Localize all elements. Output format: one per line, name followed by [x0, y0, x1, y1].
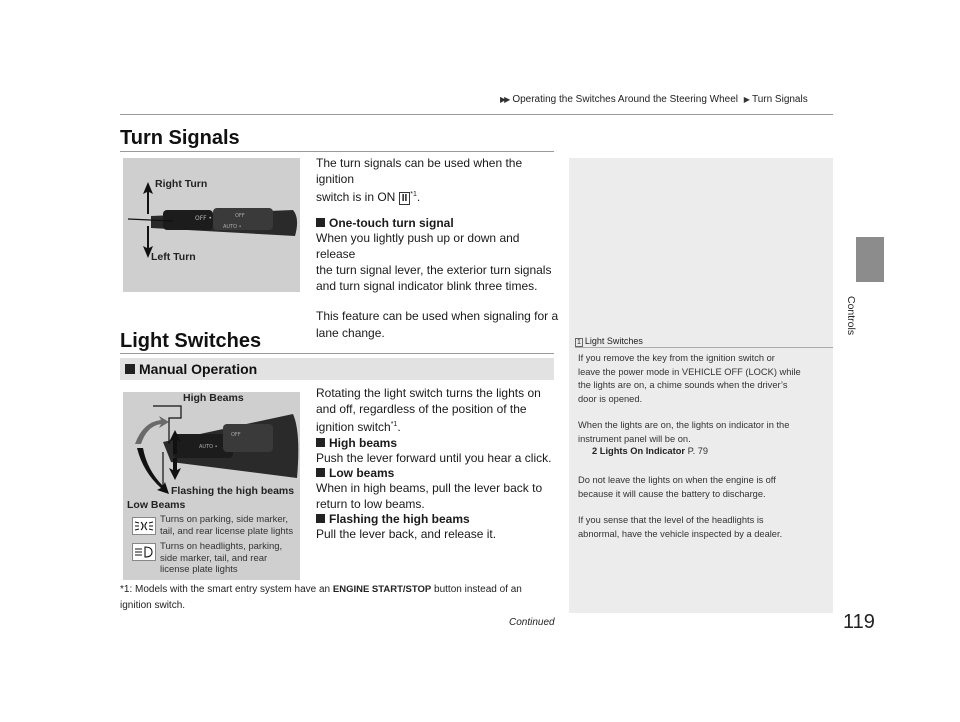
subhead-high-beams: High beams [316, 436, 561, 450]
paragraph: The turn signals can be used when the ignition [316, 156, 523, 187]
arrow-icon: ▶ [743, 95, 748, 104]
turn-signal-illustration [123, 158, 300, 292]
paragraph-line: ignition switch$^{*1}$. [316, 420, 401, 435]
paragraph-line: Rotating the light switch turns the lights on [316, 386, 541, 400]
bullet-square-icon [316, 218, 325, 227]
paragraph-line: return to low beams. [316, 497, 425, 512]
legend-parking-lights: Turns on parking, side marker, tail, and rear license plate lights [160, 514, 294, 537]
notes-paragraph: If you sense that the level of the headlights is abnormal, have the vehicle inspected by a dealer. [578, 515, 783, 539]
section-divider [120, 151, 554, 152]
paragraph-line: When you lightly push up or down and release [316, 230, 520, 261]
parking-lights-icon [132, 517, 156, 535]
notes-paragraph: If you remove the key from the ignition switch or leave the power mode in VEHICLE OFF (LOCK) while the lights are on, a chime sounds when the driver’s door is opened. [578, 353, 801, 404]
svg-text:AUTO •: AUTO • [223, 224, 242, 230]
bullet-square-icon [125, 364, 135, 374]
svg-text:AUTO •: AUTO • [199, 444, 218, 450]
turn-signals-body [316, 155, 561, 341]
notes-paragraph: When the lights are on, the lights on indicator in the instrument panel will be on. [578, 420, 790, 444]
chapter-tab [856, 237, 884, 282]
svg-text:OFF: OFF [231, 432, 241, 438]
footnote: *1: Models with the smart entry system have an ENGINE START/STOP button instead of an ignition switch. [120, 584, 522, 611]
section-title-light-switches: Light Switches [120, 330, 262, 352]
breadcrumb [500, 94, 808, 105]
bullet-square-icon [316, 438, 325, 447]
paragraph-line: lane change. [316, 325, 385, 340]
headlights-icon [132, 543, 156, 561]
subhead-one-touch: One-touch turn signal [316, 216, 561, 230]
reference-icon: 1 [577, 339, 581, 346]
notes-paragraph: Do not leave the lights on when the engine is off because it will cause the battery to discharge. [578, 475, 776, 499]
section-title-turn-signals: Turn Signals [120, 127, 240, 149]
bullet-square-icon [316, 514, 325, 523]
callout-high-beams: High Beams [183, 392, 244, 404]
manual-operation-heading: Manual Operation [125, 361, 257, 377]
chapter-tab-label: Controls [845, 296, 857, 336]
callout-low-beams: Low Beams [127, 499, 186, 511]
callout-right-turn: Right Turn [155, 178, 208, 190]
continued-label: Continued [509, 617, 555, 628]
paragraph-line: and off, regardless of the position of the [316, 402, 527, 417]
bullet-square-icon [316, 468, 325, 477]
paragraph: switch is in ON II $^{*1}$. [316, 190, 421, 205]
subhead-flashing: Flashing the high beams [316, 512, 561, 526]
callout-left-turn: Left Turn [151, 251, 196, 263]
ignition-position-key-icon: II [399, 192, 411, 205]
notes-divider [575, 347, 833, 348]
light-switches-body [316, 385, 561, 542]
paragraph-line: Pull the lever back, and release it. [316, 527, 497, 542]
paragraph-line: Push the lever forward until you hear a click. [316, 450, 552, 465]
svg-text:OFF •: OFF • [195, 215, 213, 222]
svg-text:OFF: OFF [235, 213, 245, 219]
link-arrow-icon: 2 [592, 446, 598, 456]
subhead-low-beams: Low beams [316, 466, 561, 480]
paragraph-line: This feature can be used when signaling for a [316, 309, 559, 324]
turn-signal-lever-icon [123, 158, 300, 292]
double-arrow-icon: ▶▶ [500, 95, 509, 104]
paragraph-line: the turn signal lever, the exterior turn signals [316, 263, 552, 278]
header-divider [120, 114, 833, 115]
paragraph-line: and turn signal indicator blink three times. [316, 279, 538, 294]
callout-flashing-high-beams: Flashing the high beams [171, 485, 295, 497]
page-number: 119 [843, 611, 875, 633]
paragraph-line: When in high beams, pull the lever back to [316, 480, 543, 495]
legend-headlights: Turns on headlights, parking, side marker, tail, and rear license plate lights [160, 541, 283, 575]
breadcrumb-item-operating-switches[interactable]: Operating the Switches Around the Steering Wheel [512, 94, 739, 105]
notes-title: 1 Light Switches [577, 336, 643, 346]
cross-reference-link[interactable]: 2 Lights On Indicator P. 79 [592, 446, 709, 456]
section-divider [120, 353, 554, 354]
breadcrumb-item-turn-signals[interactable]: Turn Signals [751, 94, 808, 105]
